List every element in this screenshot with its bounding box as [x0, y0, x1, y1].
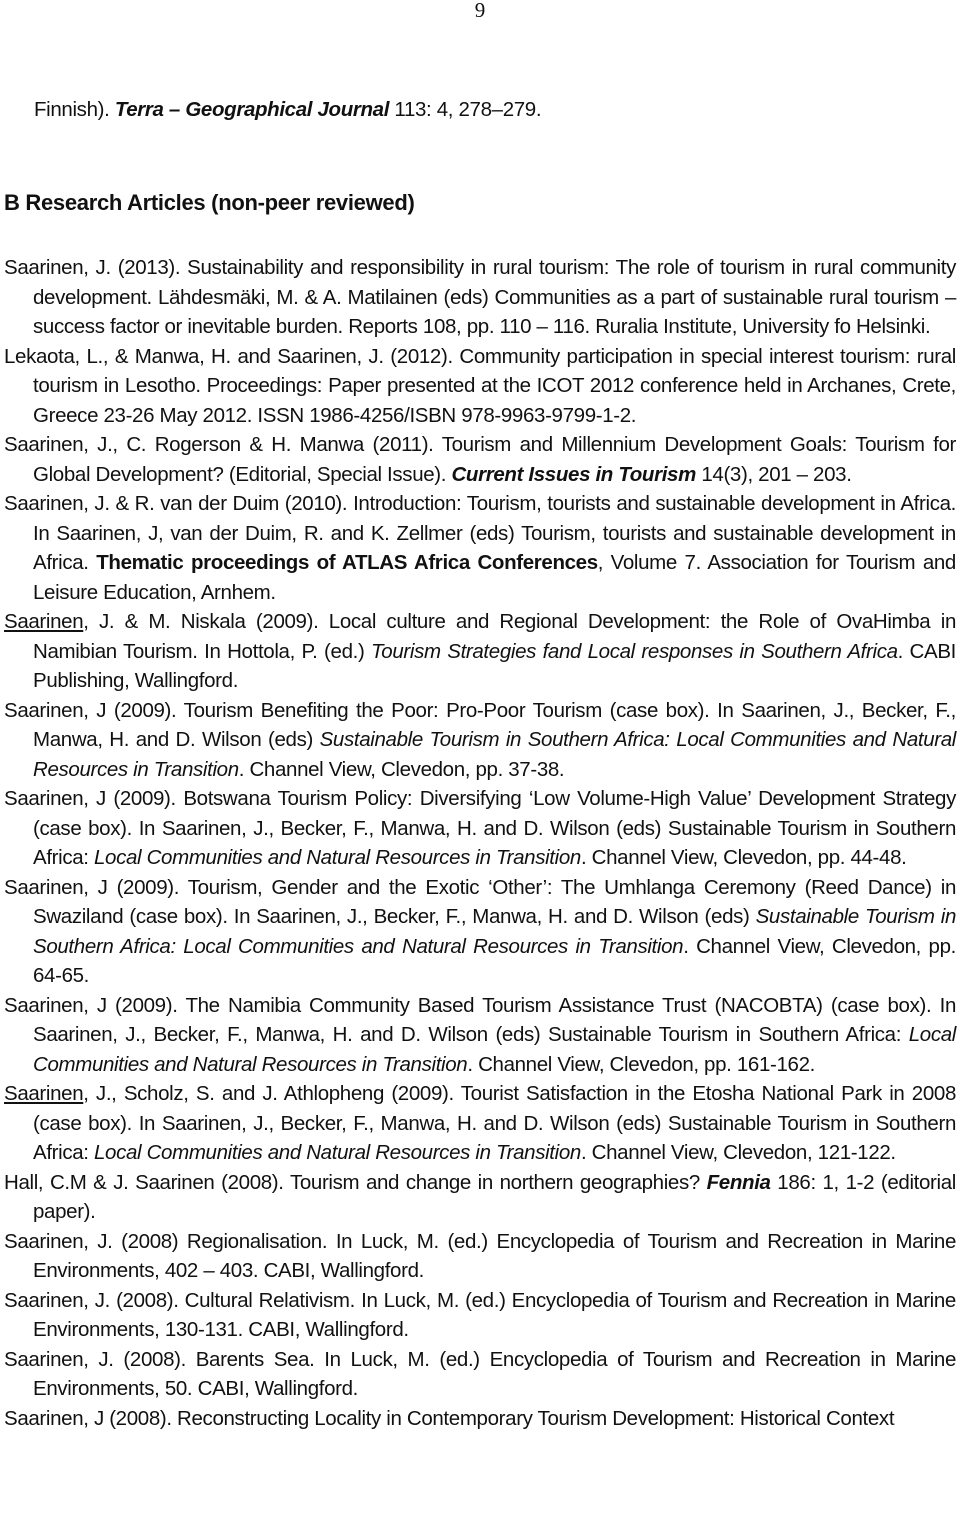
- reference-entry: [0, 1345, 956, 1404]
- reference-italic-title: Local Communities and Natural Resources in Transition: [94, 846, 581, 869]
- reference-entry: [0, 607, 956, 696]
- reference-text: Saarinen, J (2009). Tourism Benefiting the Poor: Pro-Poor Tourism (case box). In Saarinen, J., Becker, F., Manwa, H. and D. Wilson (eds): [4, 698, 956, 751]
- reference-underlined-author: Saarinen: [4, 1082, 84, 1105]
- reference-text: Saarinen, J (2009). Tourism, Gender and the Exotic ‘Other’: The Umhlanga Ceremony (Reed Dance) in Swaziland (case box). In Saarinen, J., Becker, F., Manwa, H. and D. Wilson (eds): [4, 875, 956, 928]
- reference-list: [0, 253, 956, 1433]
- continued-reference-line: [34, 98, 934, 122]
- reference-italic-title: Sustainable Tourism in Southern Africa: Local Communities and Natural Resources in Transition: [33, 905, 957, 958]
- reference-text: . Channel View, Clevedon, 121-122.: [580, 1141, 896, 1164]
- reference-text: Saarinen, J. (2008). Cultural Relativism. In Luck, M. (ed.) Encyclopedia of Tourism and Recreation in Marine Environments, 130-131. CABI, Wallingford.: [4, 1288, 956, 1341]
- reference-text: 14(3), 201 – 203.: [696, 462, 852, 486]
- reference-text: Hall, C.M & J. Saarinen (2008). Tourism and change in northern geographies?: [4, 1170, 707, 1194]
- reference-text: Saarinen, J. (2013). Sustainability and responsibility in rural tourism: The role of tourism in rural community development. Lähdesmäki, M. & A. Matilainen (eds) Communities as a part of sustainable rural tourism – success factor or inevitable burden. Reports 108, pp. 110 – 116. Ruralia Institute, University fo Helsinki.: [4, 256, 956, 338]
- reference-entry: [0, 1227, 956, 1286]
- reference-italic-title: Sustainable Tourism in Southern Africa: Local Communities and Natural Resources in Transition: [33, 728, 956, 781]
- journal-title: Current Issues in Tourism: [451, 462, 696, 486]
- reference-text: Saarinen, J (2009). The Namibia Community Based Tourism Assistance Trust (NACOBTA) (case box). In Saarinen, J., Becker, F., Manwa, H. and D. Wilson (eds) Sustainable Tourism in Southern Africa:: [4, 993, 956, 1046]
- reference-text: Saarinen, J. (2008). Barents Sea. In Luck, M. (ed.) Encyclopedia of Tourism and Recreation in Marine Environments, 50. CABI, Wallingford.: [4, 1347, 956, 1400]
- section-heading: B Research Articles (non-peer reviewed): [4, 190, 415, 215]
- journal-title: Fennia: [706, 1170, 771, 1194]
- reference-entry: [0, 253, 956, 342]
- reference-entry: [0, 489, 956, 607]
- reference-entry: [0, 696, 956, 785]
- reference-entry: [0, 342, 956, 431]
- reference-text: Saarinen, J. & R. van der Duim (2010). Introduction: Tourism, tourists and sustainable development in Africa. In Saarinen, J, van der Duim, R. and K. Zellmer (eds) Tourism, tourists and sustainable development in Africa.: [4, 492, 956, 574]
- reference-italic-title: Local Communities and Natural Resources in Transition: [94, 1141, 581, 1164]
- reference-text: . Channel View, Clevedon, pp. 161-162.: [467, 1052, 815, 1076]
- reference-text: Saarinen, J., C. Rogerson & H. Manwa (2011). Tourism and Millennium Development Goals: Tourism for Global Development? (Editorial, Special Issue).: [4, 433, 956, 486]
- reference-entry: [0, 991, 956, 1080]
- reference-text: . CABI Publishing, Wallingford.: [33, 639, 957, 692]
- reference-text: , Volume 7. Association for Tourism and Leisure Education, Arnhem.: [33, 551, 956, 604]
- reference-text: Saarinen, J. (2008) Regionalisation. In Luck, M. (ed.) Encyclopedia of Tourism and Recreation in Marine Environments, 402 – 403. CABI, Wallingford.: [4, 1229, 956, 1282]
- reference-bold-title: Thematic proceedings of ATLAS Africa Conferences: [96, 551, 598, 574]
- reference-text: Finnish).: [34, 98, 115, 121]
- reference-text: , J. & M. Niskala (2009). Local culture and Regional Development: the Role of OvaHimba in Namibian Tourism. In Hottola, P. (ed.): [33, 610, 956, 663]
- reference-entry: [0, 1404, 956, 1434]
- reference-underlined-author: Saarinen: [4, 610, 84, 633]
- reference-text: . Channel View, Clevedon, pp. 64-65.: [33, 934, 956, 987]
- reference-entry: [0, 784, 956, 873]
- reference-entry: [0, 1079, 956, 1168]
- reference-italic-title: Tourism Strategies fand Local responses in Southern Africa: [371, 639, 898, 663]
- reference-text: 186: 1, 1-2 (editorial paper).: [33, 1170, 956, 1223]
- reference-italic-title: Local Communities and Natural Resources in Transition: [33, 1023, 956, 1076]
- reference-text: Lekaota, L., & Manwa, H. and Saarinen, J. (2012). Community participation in special interest tourism: rural tourism in Lesotho. Proceedings: Paper presented at the ICOT 2012 conference held in Archanes, Crete, Greece 23-26 May 2012. ISSN 1986-4256/ISBN 978-9963-9799-1-2.: [4, 344, 956, 427]
- reference-entry: [0, 873, 956, 991]
- reference-text: . Channel View, Clevedon, pp. 44-48.: [580, 846, 907, 869]
- reference-text: Saarinen, J (2008). Reconstructing Locality in Contemporary Tourism Development: Historical Context: [4, 1406, 895, 1430]
- reference-text: 113: 4, 278–279.: [389, 98, 542, 121]
- reference-text: . Channel View, Clevedon, pp. 37-38.: [238, 757, 565, 781]
- reference-entry: [0, 1286, 956, 1345]
- page-number: 9: [474, 0, 486, 22]
- reference-entry: [0, 1168, 956, 1227]
- reference-text: , J., Scholz, S. and J. Athlopheng (2009). Tourist Satisfaction in the Etosha National Park in 2008 (case box). In Saarinen, J., Becker, F., Manwa, H. and D. Wilson (eds) Sustainable Tourism in Southern Africa:: [33, 1082, 956, 1164]
- reference-text: Saarinen, J (2009). Botswana Tourism Policy: Diversifying ‘Low Volume-High Value’ Development Strategy (case box). In Saarinen, J., Becker, F., Manwa, H. and D. Wilson (eds) Sustainable Tourism in Southern Africa:: [4, 787, 956, 869]
- reference-entry: [0, 430, 956, 489]
- journal-title: Terra – Geographical Journal: [114, 98, 390, 121]
